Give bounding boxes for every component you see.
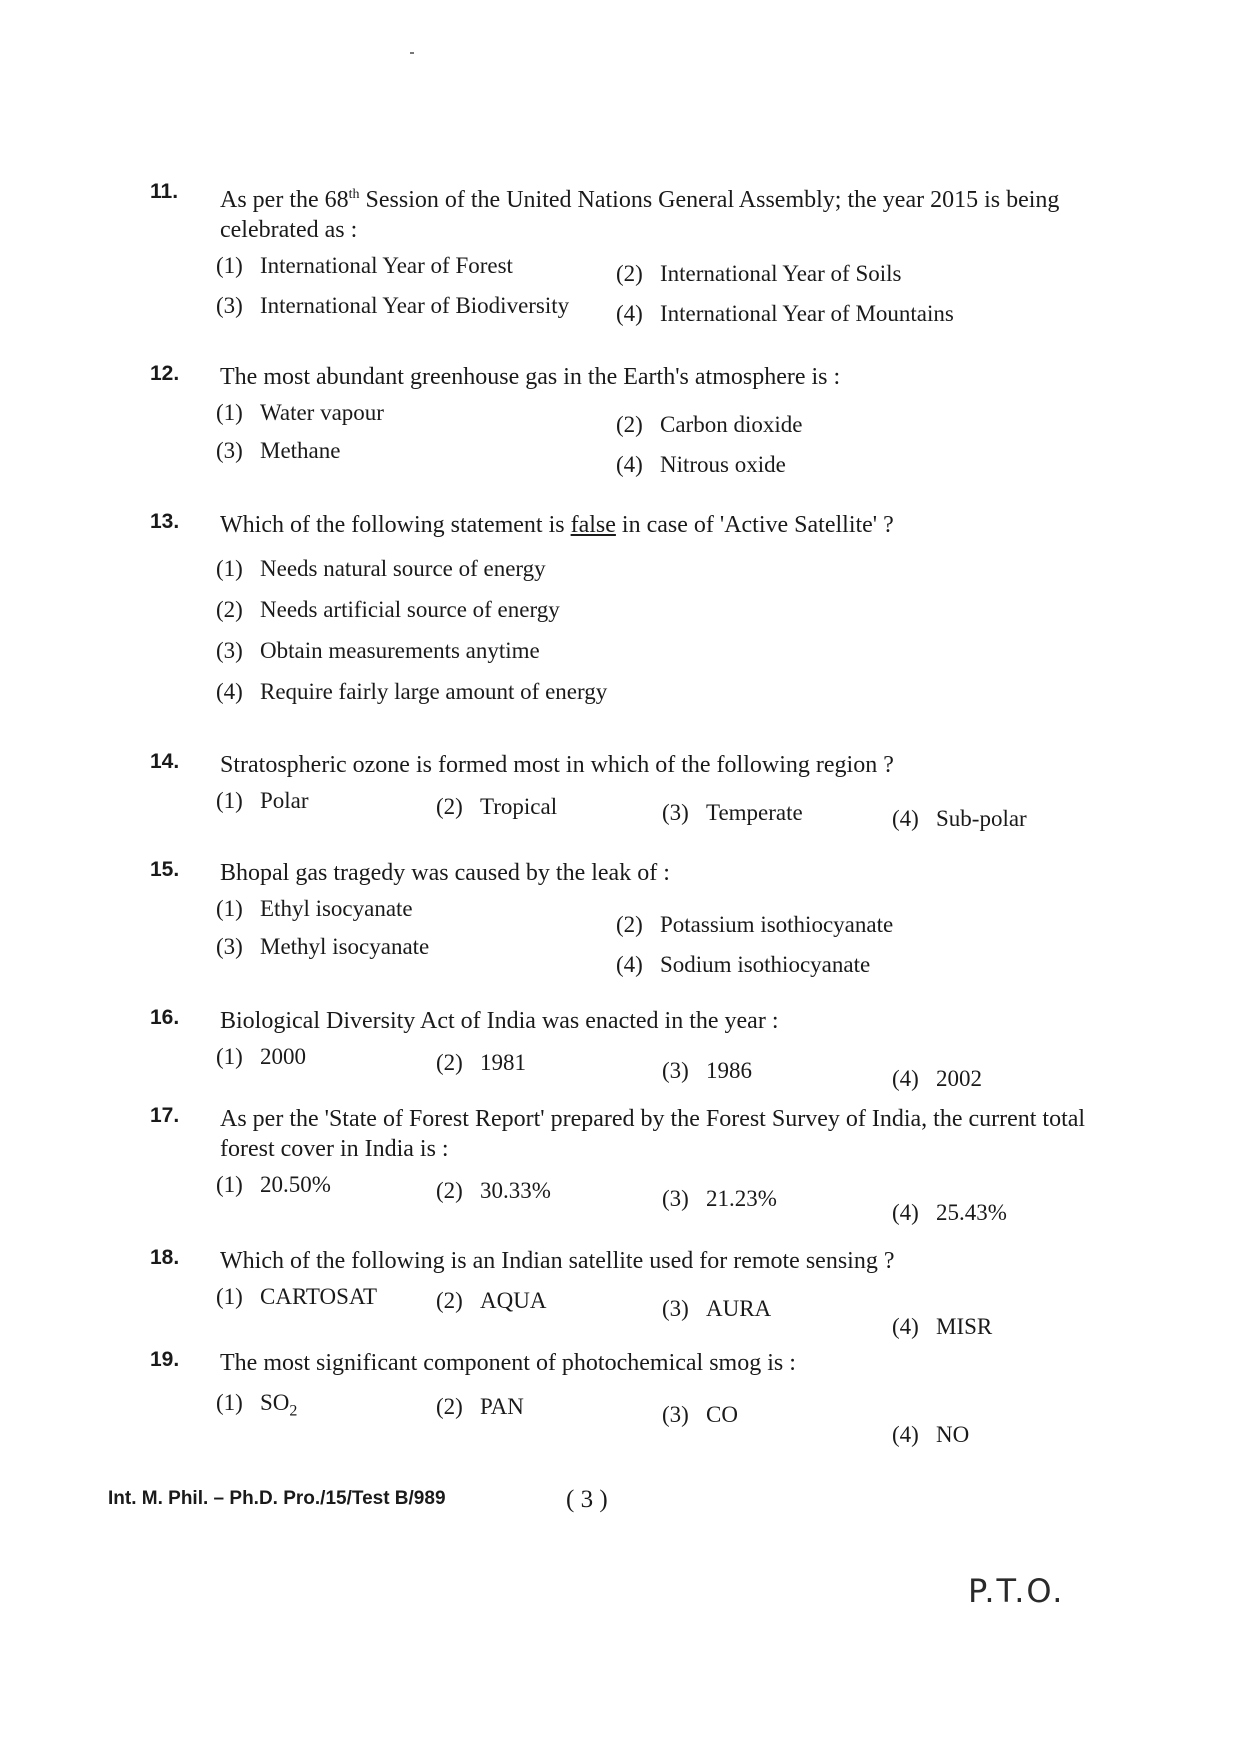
option-4[interactable]: (4) Require fairly large amount of energy <box>216 679 608 704</box>
question-14 <box>150 750 1110 831</box>
option-4[interactable]: (4) Sodium isothiocyanate <box>616 952 871 977</box>
question-11 <box>150 180 1110 333</box>
option-1[interactable]: (1) Water vapour <box>216 400 384 425</box>
option-row <box>216 788 1110 831</box>
scan-speck <box>410 52 414 54</box>
option-2[interactable]: (2) Carbon dioxide <box>616 412 803 437</box>
option-1[interactable]: (1) 20.50% <box>216 1172 331 1197</box>
option-row <box>216 1386 1110 1447</box>
option-3[interactable]: (3) 1986 <box>662 1058 752 1083</box>
option-1[interactable]: (1) Polar <box>216 788 309 813</box>
option-1[interactable]: (1) Needs natural source of energy <box>216 556 546 581</box>
option-list <box>216 548 1110 712</box>
option-row <box>216 1172 1110 1225</box>
question-15 <box>150 858 1110 980</box>
option-3[interactable]: (3) Methane <box>216 438 341 463</box>
option-1[interactable]: (1) Ethyl isocyanate <box>216 896 413 921</box>
option-2[interactable]: (2) AQUA <box>436 1288 547 1313</box>
option-4[interactable]: (4) NO <box>892 1422 970 1447</box>
paper-code: Int. M. Phil. – Ph.D. Pro./15/Test B/989 <box>108 1488 446 1509</box>
question-text: Which of the following statement is false in case of 'Active Satellite' ? <box>220 512 894 538</box>
question-number: 12. <box>150 362 180 385</box>
option-grid <box>216 253 1110 333</box>
option-3[interactable]: (3) Methyl isocyanate <box>216 934 430 959</box>
question-13 <box>150 510 1110 712</box>
question-number: 17. <box>150 1104 180 1127</box>
option-4[interactable]: (4) 25.43% <box>892 1200 1007 1225</box>
question-text: Bhopal gas tragedy was caused by the leak of : <box>220 860 670 886</box>
option-3[interactable]: (3) AURA <box>662 1296 772 1321</box>
question-number: 16. <box>150 1006 180 1029</box>
option-3[interactable]: (3) Temperate <box>662 800 803 825</box>
question-16 <box>150 1006 1110 1091</box>
option-4[interactable]: (4) International Year of Mountains <box>616 301 954 326</box>
option-4[interactable]: (4) Sub-polar <box>892 806 1027 831</box>
question-18 <box>150 1246 1110 1339</box>
option-2[interactable]: (2) Potassium isothiocyanate <box>616 912 894 937</box>
question-number: 13. <box>150 510 180 533</box>
question-number: 14. <box>150 750 180 773</box>
option-3[interactable]: (3) CO <box>662 1402 738 1427</box>
emphasis-false: false <box>570 512 616 538</box>
option-grid <box>216 896 1110 980</box>
question-number: 18. <box>150 1246 180 1269</box>
option-2[interactable]: (2) PAN <box>436 1394 524 1419</box>
option-4[interactable]: (4) Nitrous oxide <box>616 452 786 477</box>
option-2[interactable]: (2) 30.33% <box>436 1178 551 1203</box>
question-text: The most abundant greenhouse gas in the Earth's atmosphere is : <box>220 364 841 390</box>
question-text: Biological Diversity Act of India was enacted in the year : <box>220 1008 779 1034</box>
question-text: The most significant component of photochemical smog is : <box>220 1350 796 1376</box>
question-text: As per the 68th Session of the United Nations General Assembly; the year 2015 is being celebrated as : <box>220 187 1060 243</box>
option-4[interactable]: (4) MISR <box>892 1314 993 1339</box>
question-text: Stratospheric ozone is formed most in which of the following region ? <box>220 752 894 778</box>
page-number: ( 3 ) <box>566 1486 608 1513</box>
option-1[interactable]: (1) 2000 <box>216 1044 306 1069</box>
option-row <box>216 1284 1110 1339</box>
option-2[interactable]: (2) 1981 <box>436 1050 526 1075</box>
option-1[interactable]: (1) International Year of Forest <box>216 253 513 278</box>
option-2[interactable]: (2) Needs artificial source of energy <box>216 597 560 622</box>
question-number: 15. <box>150 858 180 881</box>
question-text: Which of the following is an Indian satellite used for remote sensing ? <box>220 1248 895 1274</box>
option-3[interactable]: (3) 21.23% <box>662 1186 777 1211</box>
option-4[interactable]: (4) 2002 <box>892 1066 982 1091</box>
question-text: As per the 'State of Forest Report' prepared by the Forest Survey of India, the current total forest cover in India is : <box>220 1106 1086 1162</box>
question-19 <box>150 1348 1110 1447</box>
option-2[interactable]: (2) Tropical <box>436 794 558 819</box>
pto-handwritten: P.T.O. <box>968 1572 1065 1610</box>
option-3[interactable]: (3) Obtain measurements anytime <box>216 638 540 663</box>
option-2[interactable]: (2) International Year of Soils <box>616 261 902 286</box>
option-1[interactable]: (1) CARTOSAT <box>216 1284 378 1309</box>
question-12 <box>150 362 1110 484</box>
option-1[interactable]: (1) $SO_2$ <box>216 1390 298 1420</box>
option-grid <box>216 400 1110 484</box>
option-row <box>216 1044 1110 1091</box>
question-17 <box>150 1104 1110 1225</box>
question-number: 11. <box>150 180 179 203</box>
question-number: 19. <box>150 1348 180 1371</box>
option-3[interactable]: (3) International Year of Biodiversity <box>216 293 570 318</box>
